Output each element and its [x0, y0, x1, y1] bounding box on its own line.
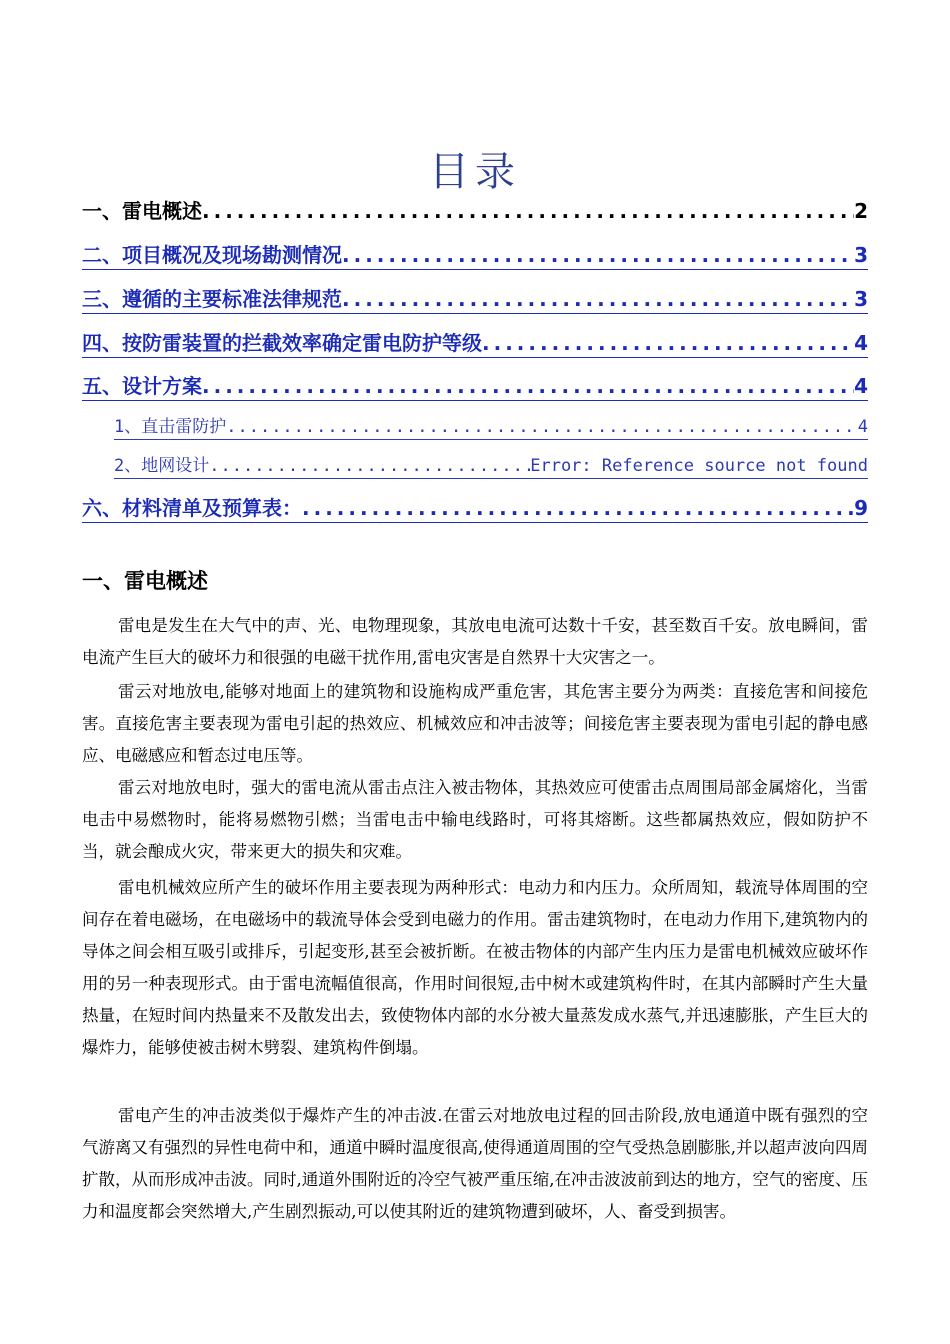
toc-dot-leader	[342, 285, 854, 313]
toc-entry-label: 一、雷电概述	[82, 199, 202, 223]
paragraph: 雷云对地放电,能够对地面上的建筑物和设施构成严重危害，其危害主要分为两类：直接危害和间接危害。直接危害主要表现为雷电引起的热效应、机械效应和冲击波等；间接危害主要表现为雷电引起的静电感应、电磁感应和暂态过电压等。	[82, 682, 868, 765]
toc-entry-protection-level[interactable]	[82, 329, 868, 358]
toc-entry-label: 六、材料清单及预算表：	[82, 496, 302, 520]
toc-entry-label: 2、地网设计	[114, 456, 210, 476]
toc-entry-label: 1、直击雷防护	[114, 417, 227, 437]
toc-page-number: 3	[854, 243, 868, 267]
toc-dot-leader	[482, 329, 854, 357]
toc-entry-materials-budget[interactable]	[82, 494, 868, 523]
paragraph: 雷电机械效应所产生的破坏作用主要表现为两种形式：电动力和内压力。众所周知，载流导体周围的空间存在着电磁场，在电磁场中的载流导体会受到电磁力的作用。雷击建筑物时，在电动力作用下,建筑物内的导体之间会相互吸引或排斥，引起变形,甚至会被折断。在被击物体的内部产生内压力是雷电机械效应破坏作用的另一种表现形式。由于雷电流幅值很高，作用时间很短,击中树木或建筑构件时，在其内部瞬时产生大量热量，在短时间内热量来不及散发出去，致使物体内部的水分被大量蒸发成水蒸气,并迅速膨胀，产生巨大的爆炸力，能够使被击树木劈裂、建筑构件倒塌。	[82, 878, 868, 1057]
toc-entry-standards[interactable]	[82, 285, 868, 314]
toc-page-number: 2	[854, 199, 868, 223]
toc-page-number: 9	[854, 496, 868, 520]
toc-dot-leader	[342, 241, 854, 269]
toc-dot-leader	[202, 372, 854, 400]
toc-dot-leader	[302, 494, 854, 522]
toc-entry-label: 五、设计方案	[82, 374, 202, 398]
toc-dot-leader	[209, 454, 530, 478]
toc-entry-label: 二、项目概况及现场勘测情况	[82, 243, 342, 267]
toc-entry-label: 四、按防雷装置的拦截效率确定雷电防护等级	[82, 331, 482, 355]
paragraph: 雷电是发生在大气中的声、光、电物理现象，其放电电流可达数十千安，甚至数百千安。放电瞬间，雷电流产生巨大的破坏力和很强的电磁干扰作用,雷电灾害是自然界十大灾害之一。	[82, 616, 868, 667]
toc-entry-design-plan[interactable]	[82, 372, 868, 401]
toc-dot-leader	[202, 197, 854, 225]
paragraph: 雷云对地放电时，强大的雷电流从雷击点注入被击物体，其热效应可使雷击点周围局部金属熔化，当雷电击中易燃物时，能将易燃物引燃；当雷电击中输电线路时，可将其熔断。这些都属热效应，假如防护不当，就会酿成火灾，带来更大的损失和灾难。	[82, 778, 868, 861]
toc-title: 目录	[429, 149, 521, 195]
toc-entry-project-survey[interactable]	[82, 241, 868, 270]
toc-entry-label: 三、遵循的主要标准法律规范	[82, 287, 342, 311]
toc-entry-grounding-grid[interactable]	[114, 454, 868, 479]
toc-page-number: 3	[854, 287, 868, 311]
section-heading: 一、雷电概述	[82, 569, 208, 593]
toc-page-number: 4	[857, 417, 868, 437]
toc-entry-direct-lightning[interactable]	[114, 415, 868, 440]
toc-dot-leader	[226, 415, 858, 439]
toc-page-number: Error: Reference source not found	[530, 456, 868, 476]
toc-page-number: 4	[854, 374, 868, 398]
toc-page-number: 4	[854, 331, 868, 355]
toc-entry-lightning-overview[interactable]	[82, 197, 868, 225]
paragraph: 雷电产生的冲击波类似于爆炸产生的冲击波.在雷云对地放电过程的回击阶段,放电通道中既有强烈的空气游离又有强烈的异性电荷中和，通道中瞬时温度很高,使得通道周围的空气受热急剧膨胀,并以超声波向四周扩散，从而形成冲击波。同时,通道外围附近的冷空气被严重压缩,在冲击波波前到达的地方，空气的密度、压力和温度都会突然增大,产生剧烈振动,可以使其附近的建筑物遭到破坏，人、畜受到损害。	[82, 1106, 868, 1221]
